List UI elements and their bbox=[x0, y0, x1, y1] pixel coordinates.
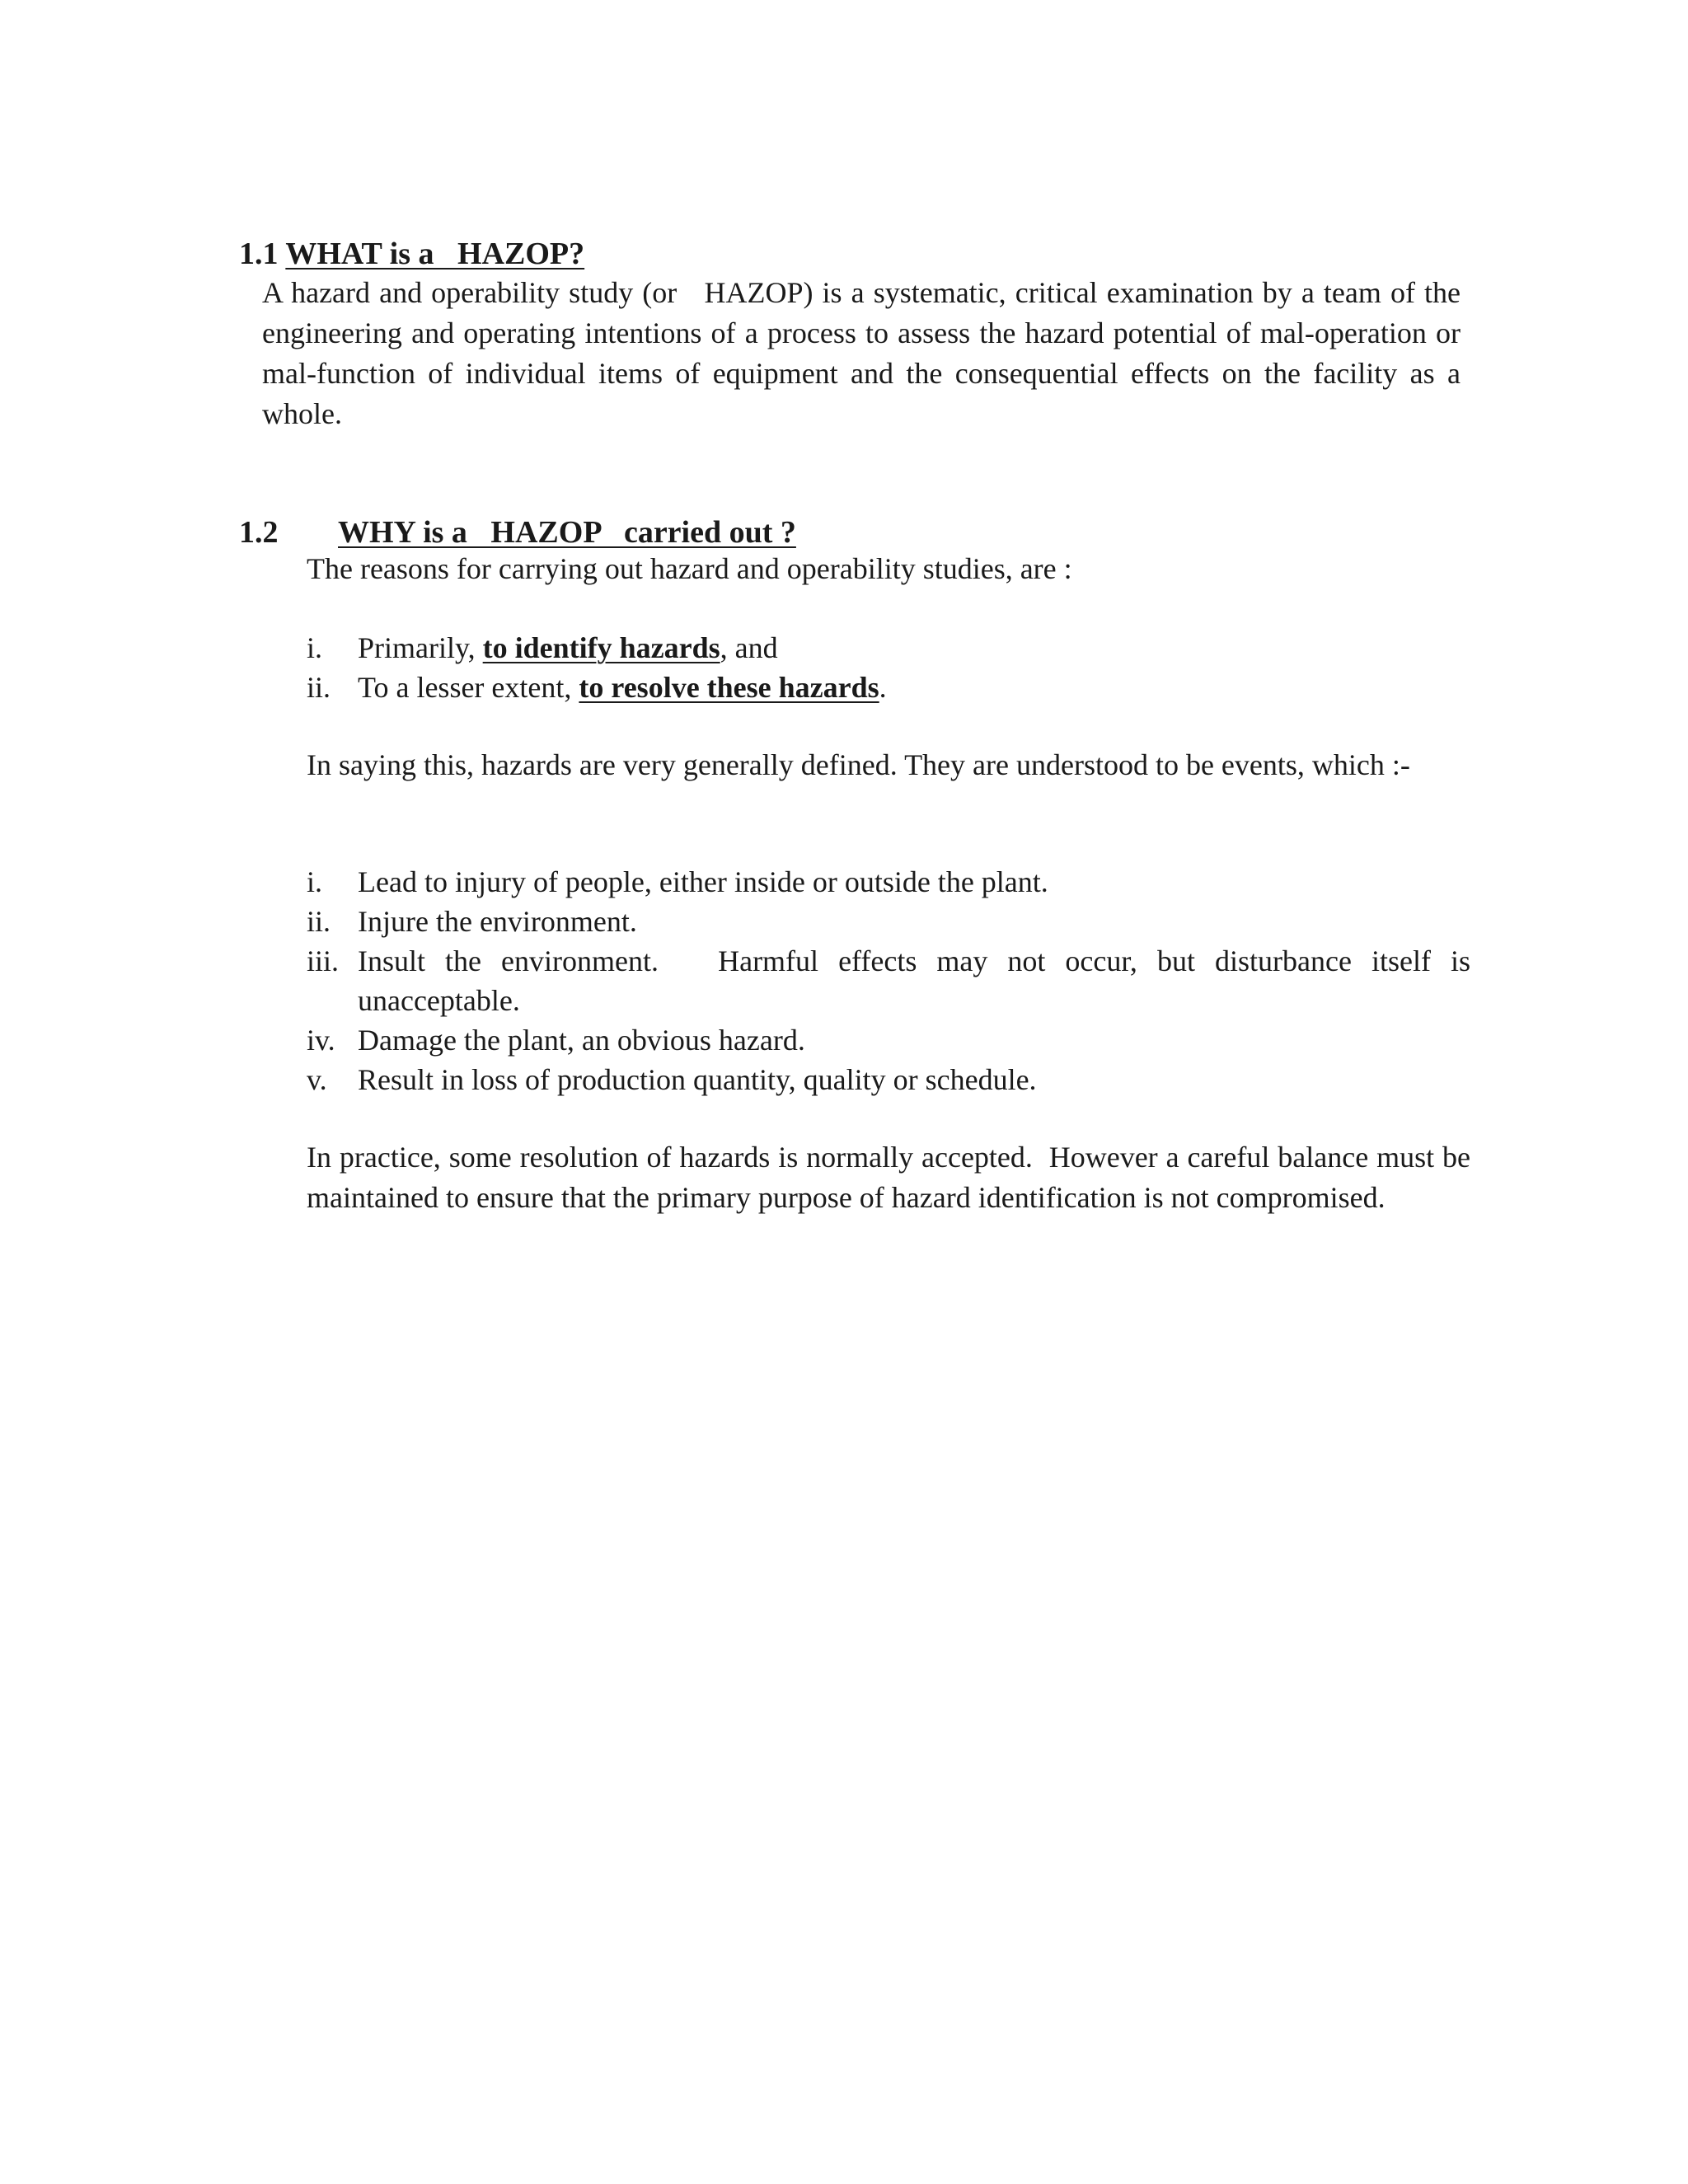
list-item bbox=[307, 1020, 1470, 1060]
list-item bbox=[307, 862, 1470, 902]
section-1-2-title: WHY is a HAZOP carried out ? bbox=[338, 515, 796, 550]
list-item-text: Lead to injury of people, either inside or outside the plant. bbox=[358, 865, 1048, 898]
list-item-text: Injure the environment. bbox=[358, 905, 637, 938]
list-item bbox=[307, 941, 1478, 1020]
section-1-2-number: 1.2 bbox=[239, 515, 279, 550]
list-item-text: Insult the environment. Harmful effects may not occur, but disturbance itself is unacceptable. bbox=[358, 944, 1478, 1017]
list-item-number: i. bbox=[307, 865, 323, 898]
list-item-text bbox=[358, 668, 1470, 707]
list-item-emphasis: to resolve these hazards bbox=[579, 671, 879, 704]
list-item-number: ii. bbox=[307, 905, 331, 938]
list-item-number: ii. bbox=[307, 671, 331, 704]
section-1-2-intro: The reasons for carrying out hazard and operability studies, are : bbox=[307, 552, 1072, 585]
list-item-number: iv. bbox=[307, 1024, 335, 1057]
list-item bbox=[307, 902, 1470, 941]
section-1-2-conclusion: In practice, some resolution of hazards is normally accepted. However a careful balance must be maintained to ensure that the primary purpose of hazard identification is not compromised. bbox=[307, 1141, 1478, 1214]
list-item bbox=[307, 628, 1470, 668]
list-item-emphasis: to identify hazards bbox=[482, 631, 720, 664]
list-item-number: i. bbox=[307, 631, 323, 664]
list-item-number: iii. bbox=[307, 944, 340, 977]
list-item bbox=[307, 668, 1470, 707]
list-item-text-after: . bbox=[879, 671, 887, 704]
list-item-text-before: To a lesser extent, bbox=[358, 671, 579, 704]
reasons-list bbox=[307, 628, 1470, 707]
list-item-text bbox=[358, 628, 1470, 668]
section-1-1-title: WHAT is a HAZOP? bbox=[285, 237, 585, 271]
list-item bbox=[307, 1060, 1470, 1099]
list-item-text: Result in loss of production quantity, quality or schedule. bbox=[358, 1063, 1037, 1096]
section-1-2-definition: In saying this, hazards are very generally defined. They are understood to be events, which :- bbox=[307, 748, 1410, 781]
events-list bbox=[307, 862, 1478, 1099]
section-1-1-paragraph: A hazard and operability study (or HAZOP) is a systematic, critical examination by a team of the engineering and operating intentions of a process to assess the hazard potential of mal-operation or mal-function of individual items of equipment and the consequential effects on the facility as a whole. bbox=[262, 276, 1468, 430]
list-item-text: Damage the plant, an obvious hazard. bbox=[358, 1024, 805, 1057]
list-item-number: v. bbox=[307, 1063, 327, 1096]
list-item-text-after: , and bbox=[720, 631, 778, 664]
list-item-text-before: Primarily, bbox=[358, 631, 483, 664]
section-1-1-number: 1.1 bbox=[239, 237, 286, 271]
